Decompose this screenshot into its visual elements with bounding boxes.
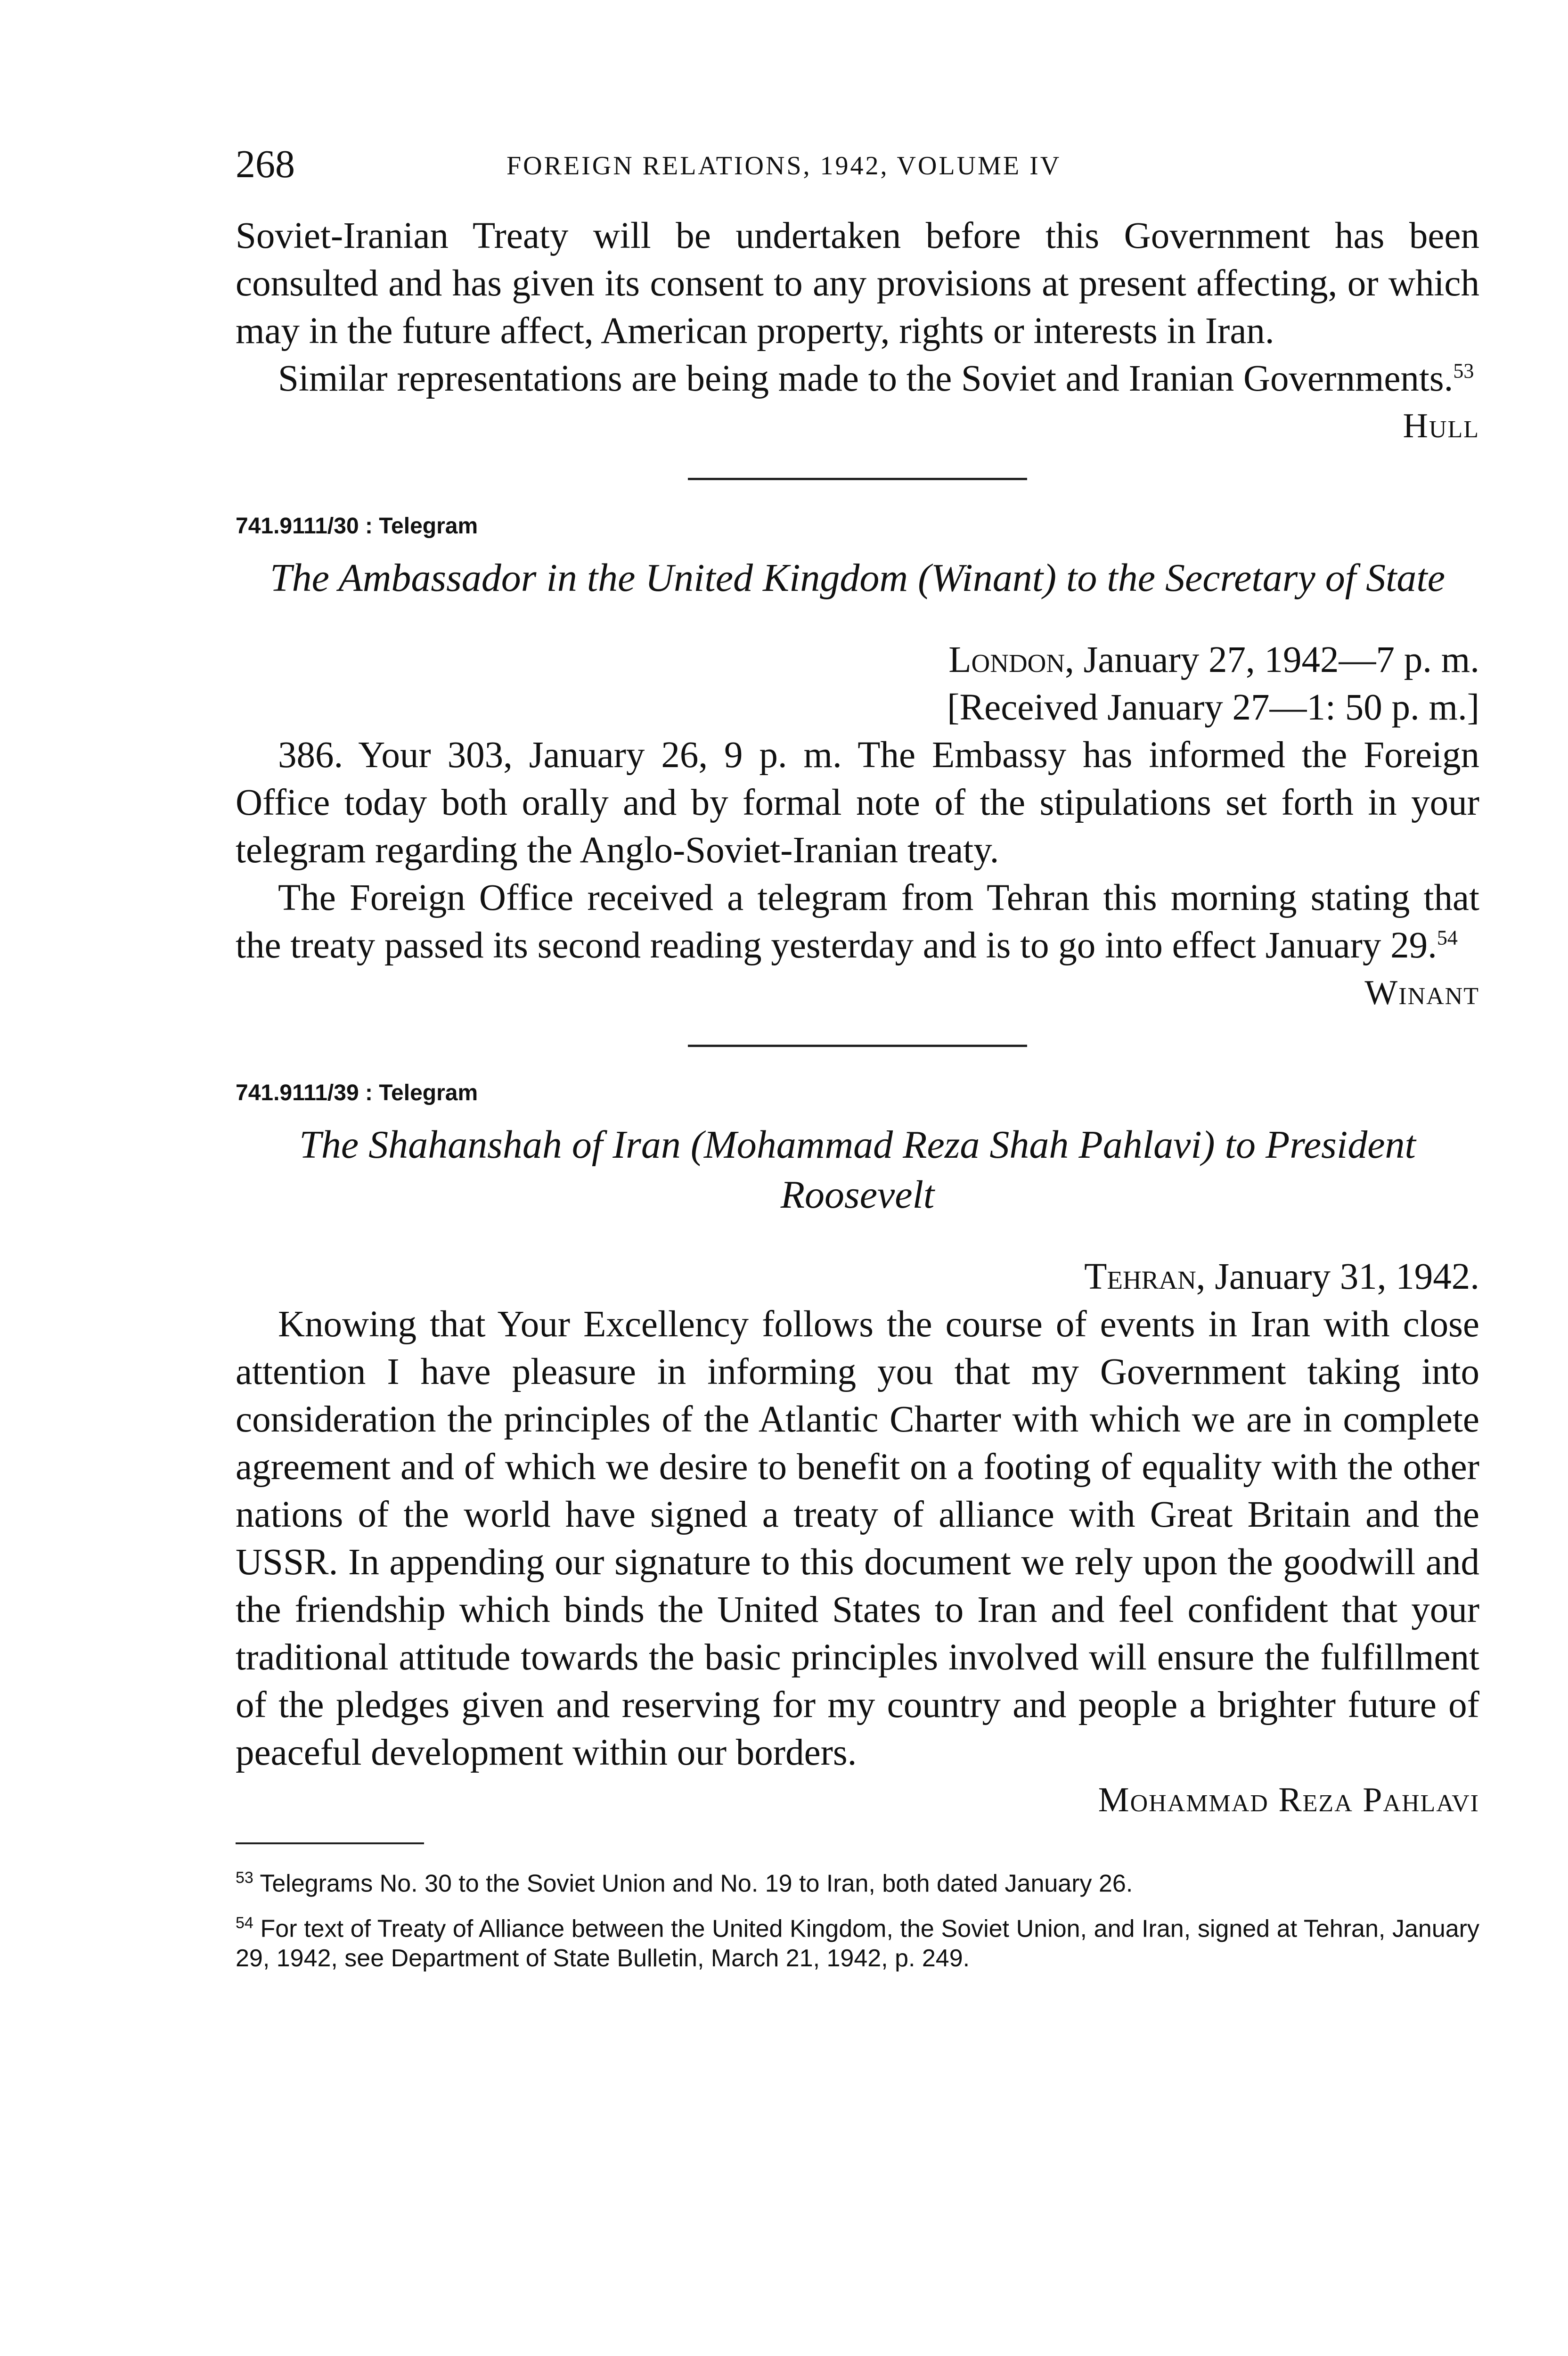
dateline-date: January 27, 1942—7 p. m. (1074, 639, 1479, 680)
running-head: FOREIGN RELATIONS, 1942, VOLUME IV (506, 151, 1062, 180)
paragraph: Knowing that Your Excellency follows the course of events in Iran with close attention I have pleasure in informing you that my Government taking into consideration the principles of the Atlantic Charter with which we are in complete agreement and of which we desire to benefit on a footing of equality with the other nations of the world have signed a treaty of alliance with Great Britain and the USSR. In appending our signature to this document we rely upon the goodwill and the friendship which binds the United States to Iran and feel confident that your traditional attitude towards the basic principles involved will ensure the fulfillment of the pledges given and reserving for my country and people a brighter future of peaceful development within our borders. (236, 1304, 1479, 1773)
dateline-place: London, (948, 639, 1074, 680)
footnote-number: 54 (236, 1914, 253, 1932)
dateline-date: January 31, 1942. (1205, 1256, 1479, 1297)
paragraph-text: Similar representations are being made to the Soviet and Iranian Governments. (278, 358, 1454, 399)
footnote (236, 1863, 1479, 1898)
paragraph-text: The Foreign Office received a telegram from Tehran this morning stating that the treaty passed its second reading yesterday and is to go into effect January 29. (236, 877, 1479, 966)
document-heading: The Shahanshah of Iran (Mohammad Reza Shah Pahlavi) to President Roosevelt (299, 1123, 1416, 1217)
signature: Winant (1364, 973, 1479, 1012)
divider (688, 1045, 1027, 1047)
page-header (236, 141, 1479, 212)
received-line: [Received January 27—1: 50 p. m.] (947, 687, 1479, 728)
document-heading: The Ambassador in the United Kingdom (Winant) to the Secretary of State (270, 556, 1446, 600)
footnote (236, 1908, 1479, 1972)
signature: Hull (1403, 407, 1479, 445)
dateline (236, 636, 1479, 684)
paragraph (236, 874, 1479, 969)
signature: Mohammad Reza Pahlavi (1098, 1781, 1479, 1819)
file-reference: 741.9111/39 : Telegram (236, 1080, 478, 1105)
paragraph: 386. Your 303, January 26, 9 p. m. The Embassy has informed the Foreign Office today both orally and by formal note of the stipulations set forth in your telegram regarding the Anglo-Soviet-Iranian treaty. (236, 735, 1479, 871)
paragraph (236, 355, 1479, 402)
footnote-ref: 54 (1437, 926, 1458, 949)
footnote-text: Telegrams No. 30 to the Soviet Union and No. 19 to Iran, both dated January 26. (260, 1870, 1133, 1898)
document-page (236, 141, 1479, 1983)
dateline (236, 1253, 1479, 1301)
footnote-text: For text of Treaty of Alliance between the United Kingdom, the Soviet Union, and Iran, signed at Tehran, January 29, 1942, see Department of State Bulletin, March 21, 1942, p. 249. (236, 1915, 1479, 1972)
divider (688, 478, 1027, 480)
page-number: 268 (236, 142, 295, 186)
footnote-number: 53 (236, 1869, 253, 1887)
dateline-place: Tehran, (1084, 1256, 1206, 1297)
file-reference: 741.9111/30 : Telegram (236, 514, 478, 539)
footnote-ref: 53 (1453, 359, 1474, 383)
paragraph: Soviet-Iranian Treaty will be undertaken before this Government has been consulted and has given its consent to any provisions at present affecting, or which may in the future affect, American property, rights or interests in Iran. (236, 215, 1479, 352)
footnote-divider (236, 1842, 424, 1844)
